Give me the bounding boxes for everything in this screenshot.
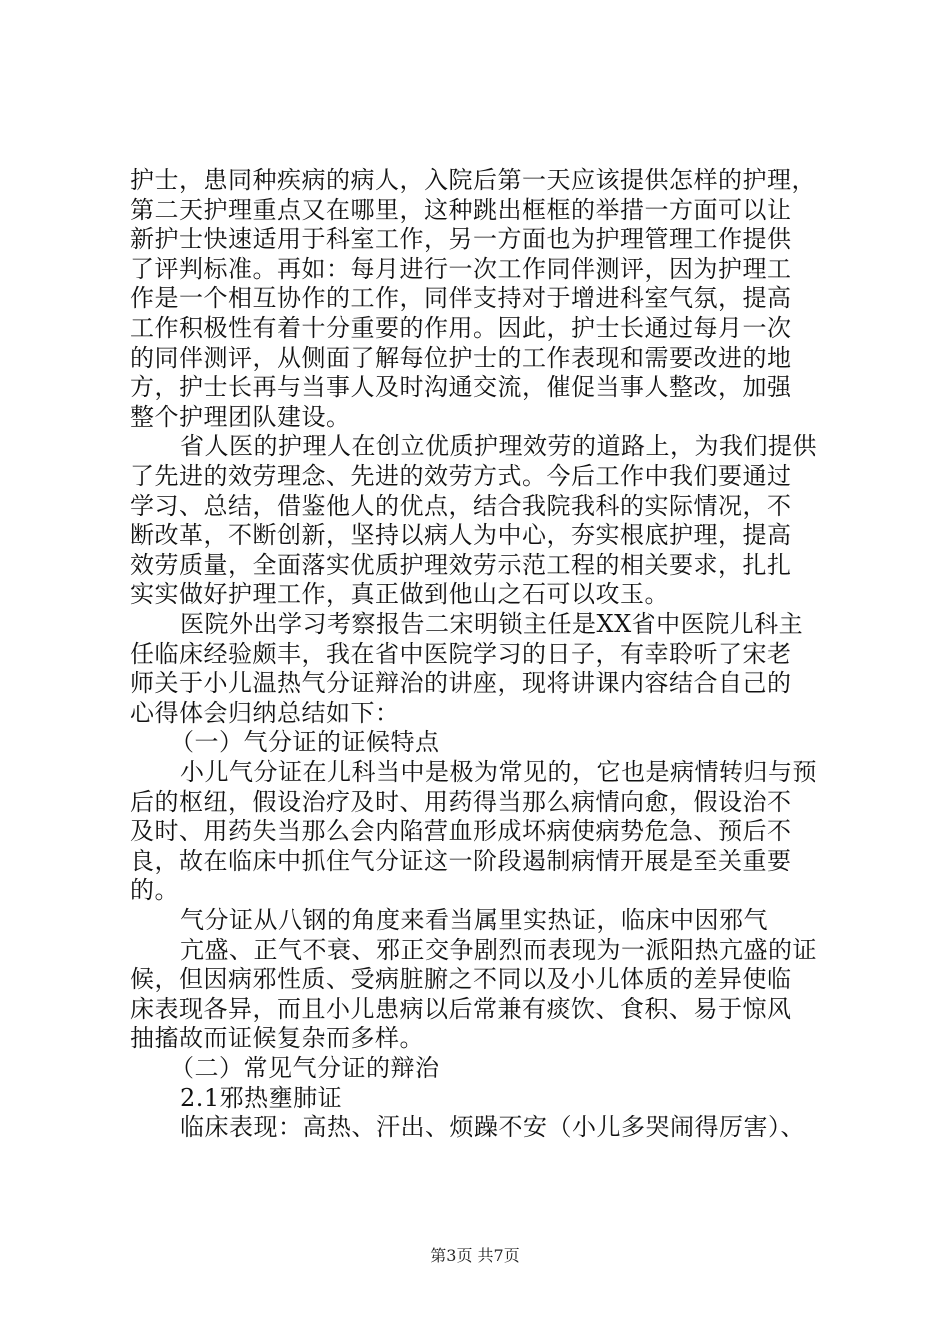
text-line: 工作积极性有着十分重要的作用。因此，护士长通过每月一次 bbox=[130, 314, 792, 342]
text-line: 的同伴测评，从侧面了解每位护士的工作表现和需要改进的地 bbox=[130, 343, 792, 372]
text-line: 医院外出学习考察报告二宋明锁主任是XX省中医院儿科主 bbox=[180, 610, 804, 638]
text-line: 气分证从八钢的角度来看当属里实热证，临床中因邪气 bbox=[180, 906, 768, 934]
section-heading: （二）常见气分证的辩治 bbox=[170, 1054, 440, 1082]
text-line: 小儿气分证在儿科当中是极为常见的，它也是病情转归与预 bbox=[180, 758, 817, 786]
text-line: 良，故在临床中抓住气分证这一阶段遏制病情开展是至关重要 bbox=[130, 846, 792, 875]
text-line: 后的枢纽，假设治疗及时、用药得当那么病情向愈，假设治不 bbox=[130, 787, 792, 816]
text-line: 临床表现：高热、汗出、烦躁不安（小儿多哭闹得厉害）、 bbox=[180, 1113, 805, 1142]
text-line: 效劳质量，全面落实优质护理效劳示范工程的相关要求，扎扎 bbox=[130, 550, 792, 579]
subsection-heading: 2.1邪热壅肺证 bbox=[180, 1083, 343, 1112]
text-line: 床表现各异，而且小儿患病以后常兼有痰饮、食积、易于惊风 bbox=[130, 994, 792, 1023]
text-line: 省人医的护理人在创立优质护理效劳的道路上，为我们提供 bbox=[180, 432, 817, 461]
text-line: 的。 bbox=[130, 876, 179, 905]
text-line: 亢盛、正气不衰、邪正交争剧烈而表现为一派阳热亢盛的证 bbox=[180, 935, 817, 964]
text-line: 师关于小儿温热气分证辩治的讲座，现将讲课内容结合自己的 bbox=[130, 669, 792, 698]
text-line: 抽搐故而证候复杂而多样。 bbox=[130, 1024, 424, 1053]
text-line: 整个护理团队建设。 bbox=[130, 402, 351, 431]
text-line: 新护士快速适用于科室工作，另一方面也为护理管理工作提供 bbox=[130, 225, 792, 254]
text-line: 第二天护理重点又在哪里，这种跳出框框的举措一方面可以让 bbox=[130, 195, 792, 224]
text-line: 断改革，不断创新，坚持以病人为中心，夯实根底护理，提高 bbox=[130, 521, 792, 550]
text-line: 及时、用药失当那么会内陷营血形成坏病使病势危急、预后不 bbox=[130, 817, 792, 846]
text-line: 护士，患同种疾病的病人，入院后第一天应该提供怎样的护理， bbox=[130, 166, 816, 194]
text-line: 候，但因病邪性质、受病脏腑之不同以及小儿体质的差异使临 bbox=[130, 965, 792, 994]
text-line: 学习、总结，借鉴他人的优点，结合我院我科的实际情况，不 bbox=[130, 491, 792, 520]
section-heading: （一）气分证的证候特点 bbox=[170, 728, 440, 757]
text-line: 心得体会归纳总结如下： bbox=[130, 698, 400, 727]
text-line: 方，护士长再与当事人及时沟通交流，催促当事人整改，加强 bbox=[130, 373, 792, 402]
text-line: 作是一个相互协作的工作，同伴支持对于增进科室气氛，提高 bbox=[130, 284, 792, 313]
text-line: 了评判标准。再如：每月进行一次工作同伴测评，因为护理工 bbox=[130, 254, 792, 283]
text-line: 任临床经验颇丰，我在省中医院学习的日子，有幸聆听了宋老 bbox=[130, 639, 792, 668]
page-footer: 第3页 共7页 bbox=[430, 1246, 520, 1265]
text-line: 实实做好护理工作，真正做到他山之石可以攻玉。 bbox=[130, 580, 669, 609]
text-line: 了先进的效劳理念、先进的效劳方式。今后工作中我们要通过 bbox=[130, 462, 792, 490]
